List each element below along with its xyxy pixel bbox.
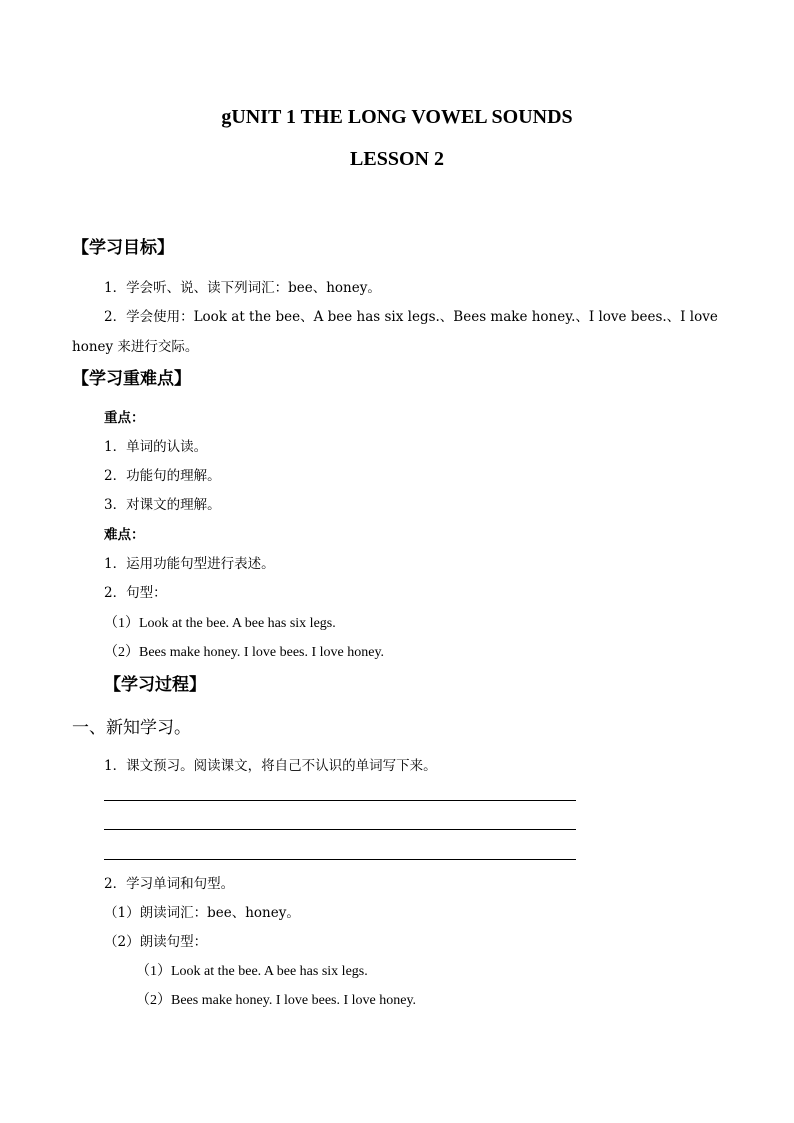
focus-item-3: 3．对课文的理解。 (104, 497, 221, 513)
objectives-heading: 【学习目标】 (72, 238, 174, 258)
answer-line-3 (104, 859, 576, 860)
focus-item-1: 1．单词的认读。 (104, 439, 208, 455)
document-title: gUNIT 1 THE LONG VOWEL SOUNDS (221, 106, 573, 128)
objective-item-1: 1．学会听、说、读下列词汇：bee、honey。 (104, 280, 381, 296)
key-points-heading: 【学习重难点】 (72, 369, 191, 389)
objective-item-2: 2．学会使用：Look at the bee、A bee has six legs.、Bees make honey.、I love bees.、I love (104, 309, 718, 325)
process-heading: 【学习过程】 (104, 675, 206, 695)
lesson-title: LESSON 2 (350, 148, 444, 170)
sub-step-2: （2）朗读句型： (104, 934, 208, 950)
answer-line-2 (104, 829, 576, 830)
step-1: 1．课文预习。阅读课文，将自己不认识的单词写下来。 (104, 758, 437, 774)
difficult-item-1: 1．运用功能句型进行表述。 (104, 556, 275, 572)
objective-item-2-cont: honey 来进行交际。 (72, 339, 199, 355)
step-2: 2．学习单词和句型。 (104, 876, 235, 892)
answer-line-1 (104, 800, 576, 801)
difficult-label: 难点： (104, 527, 145, 543)
section-new-learning: 一、新知学习。 (72, 718, 191, 738)
practice-sentence-1: （1）Look at the bee. A bee has six legs. (136, 964, 368, 979)
sentence-1: （1）Look at the bee. A bee has six legs. (104, 616, 336, 631)
sentence-2: （2）Bees make honey. I love bees. I love honey. (104, 645, 385, 660)
practice-sentence-2: （2）Bees make honey. I love bees. I love honey. (136, 993, 417, 1008)
focus-label: 重点： (104, 410, 145, 426)
sub-step-1: （1）朗读词汇：bee、honey。 (104, 905, 300, 921)
focus-item-2: 2．功能句的理解。 (104, 468, 221, 484)
difficult-item-2: 2．句型： (104, 585, 167, 601)
